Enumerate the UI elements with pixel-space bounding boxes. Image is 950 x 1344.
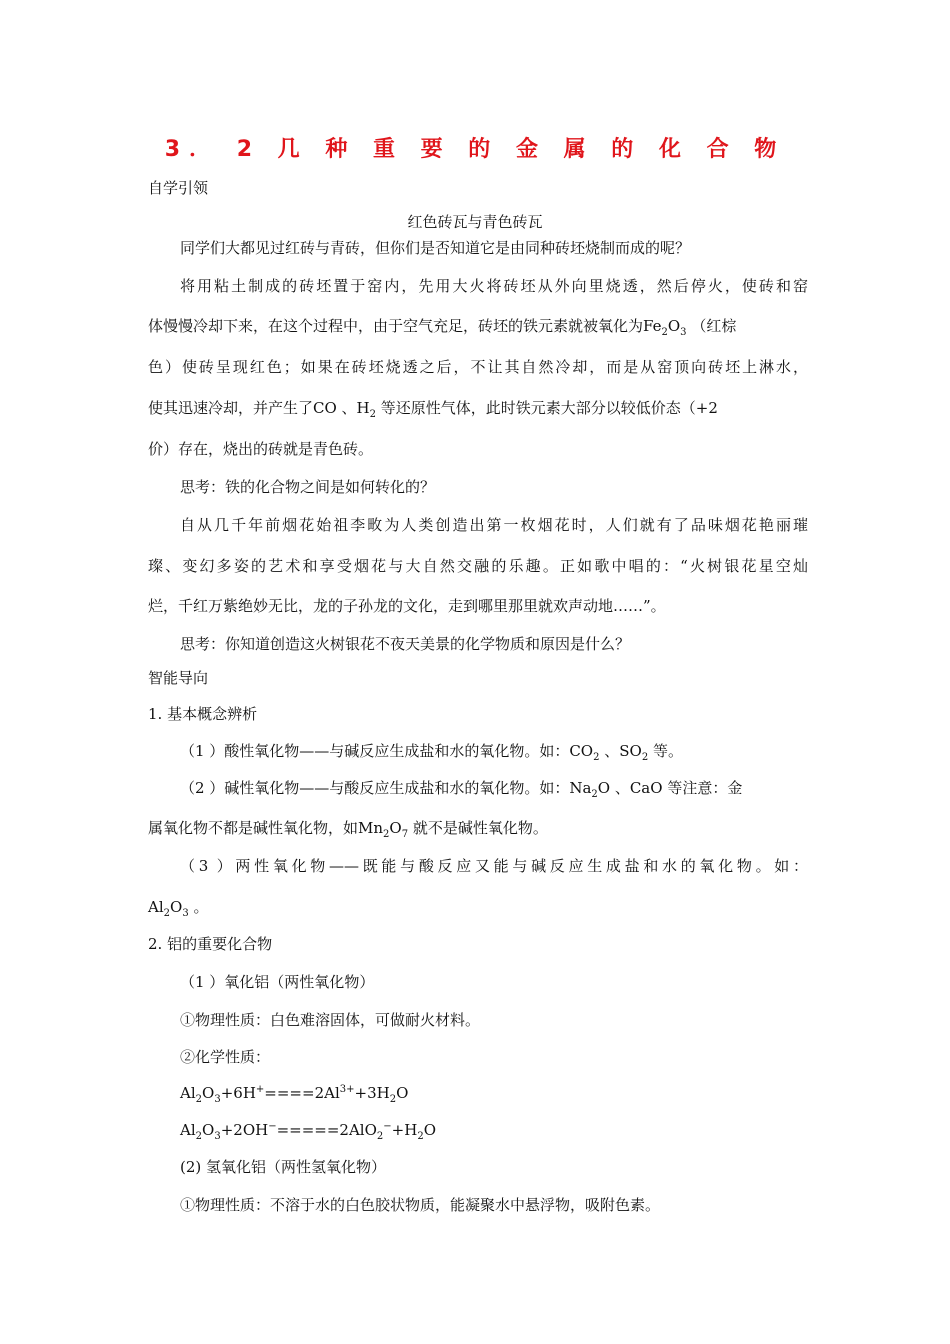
equation-acid-reaction: $Al_2O_3+6H^+====2Al^{3+}+3H_2O$ — [180, 1084, 409, 1105]
paragraph-brick-line-5: 价）存在，烧出的砖就是青色砖。 — [148, 440, 374, 458]
concept-amphoteric-oxide-line-2: $Al_2O_3$ 。 — [148, 898, 209, 919]
formula-fe2o3: $Fe_2O_3$ — [643, 317, 687, 338]
concept-acidic-oxide: （1 ）酸性氧化物——与碱反应生成盐和水的氧化物。如：$CO_2$ 、$SO_2$ 等。 — [180, 742, 683, 763]
aluminum-oxide-chemical: ②化学性质： — [180, 1048, 271, 1066]
paragraph-fireworks-line-3: 烂，千红万紫绝妙无比，龙的子孙龙的文化，走到哪里那里就欢声动地……”。 — [148, 597, 666, 615]
article-title: 红色砖瓦与青色砖瓦 — [407, 213, 543, 231]
concept-basic-oxide-line-2: 属氧化物不都是碱性氧化物，如$Mn_2O_7$ 就不是碱性氧化物。 — [148, 819, 548, 840]
page-title: 3． 2 几 种 重 要 的 金 属 的 化 合 物 — [164, 137, 786, 162]
paragraph-brick-line-3: 色）使砖呈现红色；如果在砖坯烧透之后，不让其自然冷却，而是从窑顶向砖坯上淋水， — [148, 358, 808, 376]
paragraph-brick-line-4: 使其迅速冷却，并产生了CO 、$H_2$ 等还原性气体，此时铁元素大部分以较低价态（+2 — [148, 399, 718, 420]
subheading-aluminum-oxide: （1 ）氧化铝（两性氧化物） — [180, 973, 375, 991]
paragraph-intro: 同学们大都见过红砖与青砖，但你们是否知道它是由同种砖坯烧制而成的呢？ — [180, 239, 691, 257]
equation-base-reaction: $Al_2O_3+2OH^-=====2AlO_2^-+H_2O$ — [180, 1121, 437, 1142]
aluminum-oxide-physical: ①物理性质：白色难溶固体，可做耐火材料。 — [180, 1011, 481, 1029]
section-self-study: 自学引领 — [148, 179, 209, 197]
heading-aluminum-compounds: 2. 铝的重要化合物 — [148, 935, 273, 953]
paragraph-brick-line-2: 体慢慢冷却下来，在这个过程中，由于空气充足，砖坯的铁元素就被氧化为$Fe_2O_3$ （红棕 — [148, 317, 737, 338]
heading-basic-concepts: 1. 基本概念辨析 — [148, 705, 258, 723]
think-question-1: 思考：铁的化合物之间是如何转化的？ — [180, 478, 436, 496]
concept-basic-oxide-line-1: （2 ）碱性氧化物——与酸反应生成盐和水的氧化物。如：$Na_2O$ 、CaO 等注意：金 — [180, 779, 743, 800]
paragraph-fireworks-line-2: 璨、变幻多姿的艺术和享受烟花与大自然交融的乐趣。正如歌中唱的：“火树银花星空灿 — [148, 557, 808, 575]
subheading-aluminum-hydroxide: (2) 氢氧化铝（两性氢氧化物） — [180, 1158, 387, 1176]
paragraph-fireworks-line-1: 自从几千年前烟花始祖李畋为人类创造出第一枚烟花时，人们就有了品味烟花艳丽璀 — [180, 516, 808, 534]
aluminum-hydroxide-physical: ①物理性质：不溶于水的白色胶状物质，能凝聚水中悬浮物，吸附色素。 — [180, 1196, 661, 1214]
think-question-2: 思考：你知道创造这火树银花不夜天美景的化学物质和原因是什么？ — [180, 635, 631, 653]
concept-amphoteric-oxide-line-1: （3 ）两性氧化物——既能与酸反应又能与碱反应生成盐和水的氧化物。如： — [180, 857, 808, 875]
paragraph-brick-line-1: 将用粘土制成的砖坯置于窑内，先用大火将砖坯从外向里烧透，然后停火，使砖和窑 — [180, 277, 808, 295]
section-guide: 智能导向 — [148, 669, 209, 687]
